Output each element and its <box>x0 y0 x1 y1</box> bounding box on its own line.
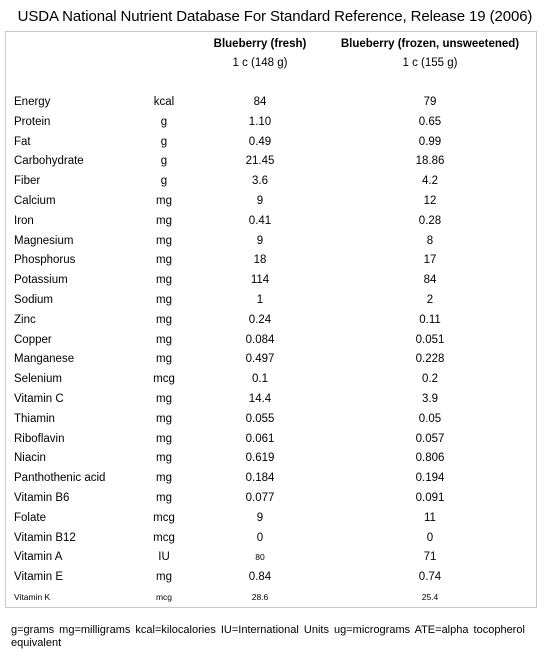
nutrient-unit: mcg <box>153 531 175 544</box>
table-row <box>0 271 550 291</box>
nutrient-unit: mg <box>156 472 172 485</box>
value-frozen: 0.806 <box>415 452 445 465</box>
nutrient-name: Protein <box>14 115 51 128</box>
table-row <box>0 113 550 133</box>
value-fresh: 0.84 <box>248 571 272 584</box>
value-frozen: 0.11 <box>419 313 441 326</box>
table-row <box>0 568 550 588</box>
value-fresh: 1.10 <box>248 115 272 128</box>
table-row <box>0 588 550 608</box>
nutrient-name: Sodium <box>14 293 53 306</box>
value-frozen: 0.99 <box>418 135 442 148</box>
value-frozen: 0.05 <box>418 412 442 425</box>
nutrient-name: Riboflavin <box>14 432 65 445</box>
nutrient-name: Copper <box>14 333 52 346</box>
nutrient-unit: mg <box>156 293 172 306</box>
value-frozen: 18.86 <box>415 155 445 168</box>
nutrient-name: Niacin <box>14 452 46 465</box>
value-frozen: 3.9 <box>422 392 438 405</box>
value-fresh: 0.184 <box>245 472 275 485</box>
table-row <box>0 529 550 549</box>
table-row <box>0 291 550 311</box>
value-fresh: 0.1 <box>252 373 268 386</box>
nutrient-name: Panthothenic acid <box>14 472 106 485</box>
value-fresh: 80 <box>255 552 265 563</box>
table-row <box>0 133 550 153</box>
value-frozen: 4.2 <box>422 175 438 188</box>
nutrient-unit: mg <box>156 194 172 207</box>
value-frozen: 11 <box>424 511 436 524</box>
nutrient-unit: mcg <box>153 511 175 524</box>
value-fresh: 9 <box>256 234 264 247</box>
nutrient-name: Magnesium <box>14 234 74 247</box>
table-row <box>0 212 550 232</box>
nutrient-unit: mg <box>156 254 172 267</box>
nutrient-unit: mg <box>156 491 172 504</box>
nutrient-name: Fiber <box>14 175 41 188</box>
value-frozen: 0.28 <box>418 214 442 227</box>
value-frozen: 0.194 <box>415 472 445 485</box>
nutrient-name: Fat <box>14 135 31 148</box>
value-frozen: 0.228 <box>415 353 445 366</box>
value-fresh: 0.061 <box>245 432 275 445</box>
value-fresh: 0.24 <box>248 313 272 326</box>
serving-size-frozen: 1 c (155 g) <box>402 57 458 69</box>
nutrient-name: Vitamin B12 <box>14 531 76 544</box>
nutrient-name: Vitamin K <box>14 591 51 602</box>
value-frozen: 0.65 <box>418 115 442 128</box>
nutrient-unit: IU <box>158 551 170 564</box>
nutrient-unit: mg <box>156 571 172 584</box>
table-row <box>0 172 550 192</box>
value-fresh: 28.6 <box>251 591 269 602</box>
value-frozen: 84 <box>423 274 437 287</box>
value-fresh: 0.055 <box>245 412 275 425</box>
nutrient-unit: g <box>160 155 168 168</box>
value-frozen: 8 <box>426 234 434 247</box>
value-fresh: 3.6 <box>252 175 268 188</box>
units-legend: g=grams mg=milligrams kcal=kilocalories IU=International Units ug=micrograms ATE=alpha tocopherol equivalent <box>11 624 525 649</box>
column-header-frozen: Blueberry (frozen, unsweetened) <box>340 38 520 50</box>
nutrient-unit: mg <box>156 452 172 465</box>
value-frozen: 0.2 <box>422 373 438 386</box>
value-fresh: 0 <box>256 531 264 544</box>
value-fresh: 0.077 <box>245 491 275 504</box>
nutrient-name: Carbohydrate <box>14 155 84 168</box>
nutrient-name: Phosphorus <box>14 254 76 267</box>
value-fresh: 84 <box>253 96 267 108</box>
value-fresh: 9 <box>256 194 264 207</box>
nutrient-unit: mg <box>156 412 172 425</box>
nutrient-name: Iron <box>14 214 34 227</box>
value-fresh: 9 <box>256 511 264 524</box>
nutrient-unit: mg <box>156 432 172 445</box>
nutrient-name: Folate <box>14 511 46 524</box>
nutrient-unit: mg <box>156 274 172 287</box>
table-row <box>0 311 550 331</box>
column-header-fresh: Blueberry (fresh) <box>213 38 307 50</box>
value-frozen: 12 <box>423 194 437 207</box>
value-fresh: 14.4 <box>248 392 272 405</box>
nutrient-name: Vitamin C <box>14 392 64 405</box>
nutrient-unit: kcal <box>153 96 175 108</box>
nutrient-unit: g <box>160 115 168 128</box>
nutrient-unit: mcg <box>153 373 175 386</box>
value-frozen: 2 <box>426 293 434 306</box>
table-row <box>0 93 550 113</box>
nutrient-name: Zinc <box>14 313 36 326</box>
table-row <box>0 449 550 469</box>
table-row <box>0 410 550 430</box>
table-row <box>0 331 550 351</box>
table-row <box>0 390 550 410</box>
table-row <box>0 489 550 509</box>
value-fresh: 0.497 <box>245 353 275 366</box>
nutrient-name: Vitamin B6 <box>14 491 70 504</box>
value-frozen: 17 <box>423 254 437 267</box>
value-fresh: 0.49 <box>248 135 272 148</box>
nutrient-unit: mg <box>156 392 172 405</box>
value-fresh: 0.084 <box>245 333 275 346</box>
value-frozen: 0.057 <box>415 432 445 445</box>
value-fresh: 114 <box>250 274 270 287</box>
value-fresh: 0.619 <box>245 452 275 465</box>
table-row <box>0 548 550 568</box>
value-frozen: 71 <box>423 551 437 564</box>
value-frozen: 79 <box>423 96 437 108</box>
nutrient-name: Potassium <box>14 274 68 287</box>
table-row <box>0 251 550 271</box>
nutrient-unit: mg <box>156 313 172 326</box>
table-row <box>0 192 550 212</box>
nutrient-name: Thiamin <box>14 412 55 425</box>
nutrient-unit: mg <box>156 353 172 366</box>
value-frozen: 25.4 <box>421 591 439 602</box>
nutrient-unit: mg <box>156 234 172 247</box>
nutrient-unit: mg <box>156 333 172 346</box>
nutrient-unit: mcg <box>155 591 173 602</box>
nutrient-unit: mg <box>156 214 172 227</box>
table-row <box>0 469 550 489</box>
table-row <box>0 509 550 529</box>
value-fresh: 0.41 <box>248 214 272 227</box>
value-frozen: 0.051 <box>415 333 445 346</box>
document-title: USDA National Nutrient Database For Standard Reference, Release 19 (2006) <box>17 8 533 25</box>
table-row <box>0 232 550 252</box>
nutrient-name: Vitamin A <box>14 551 63 564</box>
value-frozen: 0.091 <box>415 491 445 504</box>
table-row <box>0 350 550 370</box>
value-fresh: 21.45 <box>245 155 275 168</box>
nutrient-name: Energy <box>14 96 51 108</box>
value-frozen: 0.74 <box>418 571 442 584</box>
nutrient-unit: g <box>160 175 168 188</box>
table-row <box>0 430 550 450</box>
value-fresh: 1 <box>256 293 264 306</box>
nutrient-name: Calcium <box>14 194 56 207</box>
nutrient-unit: g <box>160 135 168 148</box>
nutrient-name: Selenium <box>14 373 62 386</box>
table-row <box>0 370 550 390</box>
value-fresh: 18 <box>253 254 267 267</box>
value-frozen: 0 <box>426 531 434 544</box>
nutrient-name: Manganese <box>14 353 75 366</box>
nutrient-name: Vitamin E <box>14 571 64 584</box>
nutrient-table-body <box>0 93 550 608</box>
table-row <box>0 152 550 172</box>
serving-size-fresh: 1 c (148 g) <box>232 57 288 69</box>
